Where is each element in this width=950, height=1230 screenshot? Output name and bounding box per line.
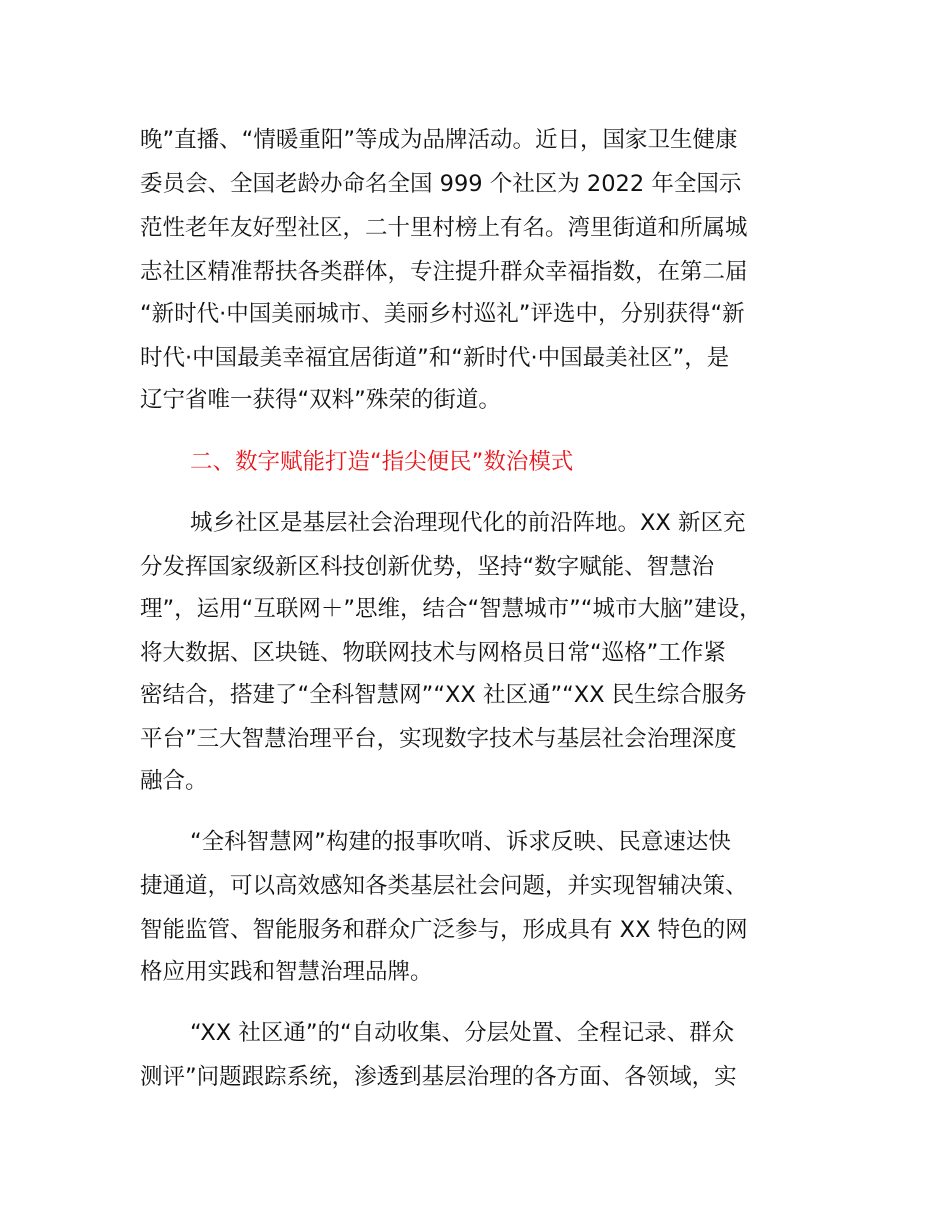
paragraph-1-line-3: 范性老年友好型社区，二十里村榜上有名。湾里街道和所属城: [140, 215, 748, 241]
paragraph-1-line-4: 志社区精准帮扶各类群体，专注提升群众幸福指数，在第二届: [140, 259, 748, 285]
paragraph-1-line-5: “新时代·中国美丽城市、美丽乡村巡礼”评选中，分别获得“新: [140, 301, 745, 327]
paragraph-3-line-4: 格应用实践和智慧治理品牌。: [140, 959, 433, 985]
paragraph-3-line-2: 捷通道，可以高效感知各类基层社会问题，并实现智辅决策、: [140, 873, 748, 899]
section-heading: 二、数字赋能打造“指尖便民”数治模式: [190, 449, 574, 475]
paragraph-3-line-3: 智能监管、智能服务和群众广泛参与，形成具有 XX 特色的网: [140, 917, 748, 943]
paragraph-1-line-1: 晚”直播、“情暖重阳”等成为品牌活动。近日，国家卫生健康: [140, 127, 738, 153]
paragraph-1-line-7: 辽宁省唯一获得“双料”殊荣的街道。: [140, 387, 501, 413]
paragraph-2-line-5: 密结合，搭建了“全科智慧网”“XX 社区通”“XX 民生综合服务: [140, 682, 747, 708]
paragraph-4-line-1: “XX 社区通”的“自动收集、分层处置、全程记录、群众: [190, 1020, 735, 1046]
paragraph-4-line-2: 测评”问题跟踪系统，渗透到基层治理的各方面、各领域，实: [140, 1064, 737, 1090]
paragraph-1-line-2: 委员会、全国老龄办命名全国 999 个社区为 2022 年全国示: [140, 171, 742, 197]
paragraph-3-line-1: “全科智慧网”构建的报事吹哨、诉求反映、民意速达快: [190, 829, 731, 855]
paragraph-2-line-3: 理”，运用“互联网＋”思维，结合“智慧城市”“城市大脑”建设，: [140, 596, 762, 622]
paragraph-2-line-1: 城乡社区是基层社会治理现代化的前沿阵地。XX 新区充: [190, 510, 746, 536]
paragraph-2-line-4: 将大数据、区块链、物联网技术与网格员日常“巡格”工作紧: [140, 640, 726, 666]
paragraph-2-line-2: 分发挥国家级新区科技创新优势，坚持“数字赋能、智慧治: [140, 554, 715, 580]
paragraph-1-line-6: 时代·中国最美幸福宜居街道”和“新时代·中国最美社区”，是: [140, 345, 730, 371]
paragraph-2-line-6: 平台”三大智慧治理平台，实现数字技术与基层社会治理深度: [140, 726, 737, 752]
paragraph-2-line-7: 融合。: [140, 768, 208, 794]
